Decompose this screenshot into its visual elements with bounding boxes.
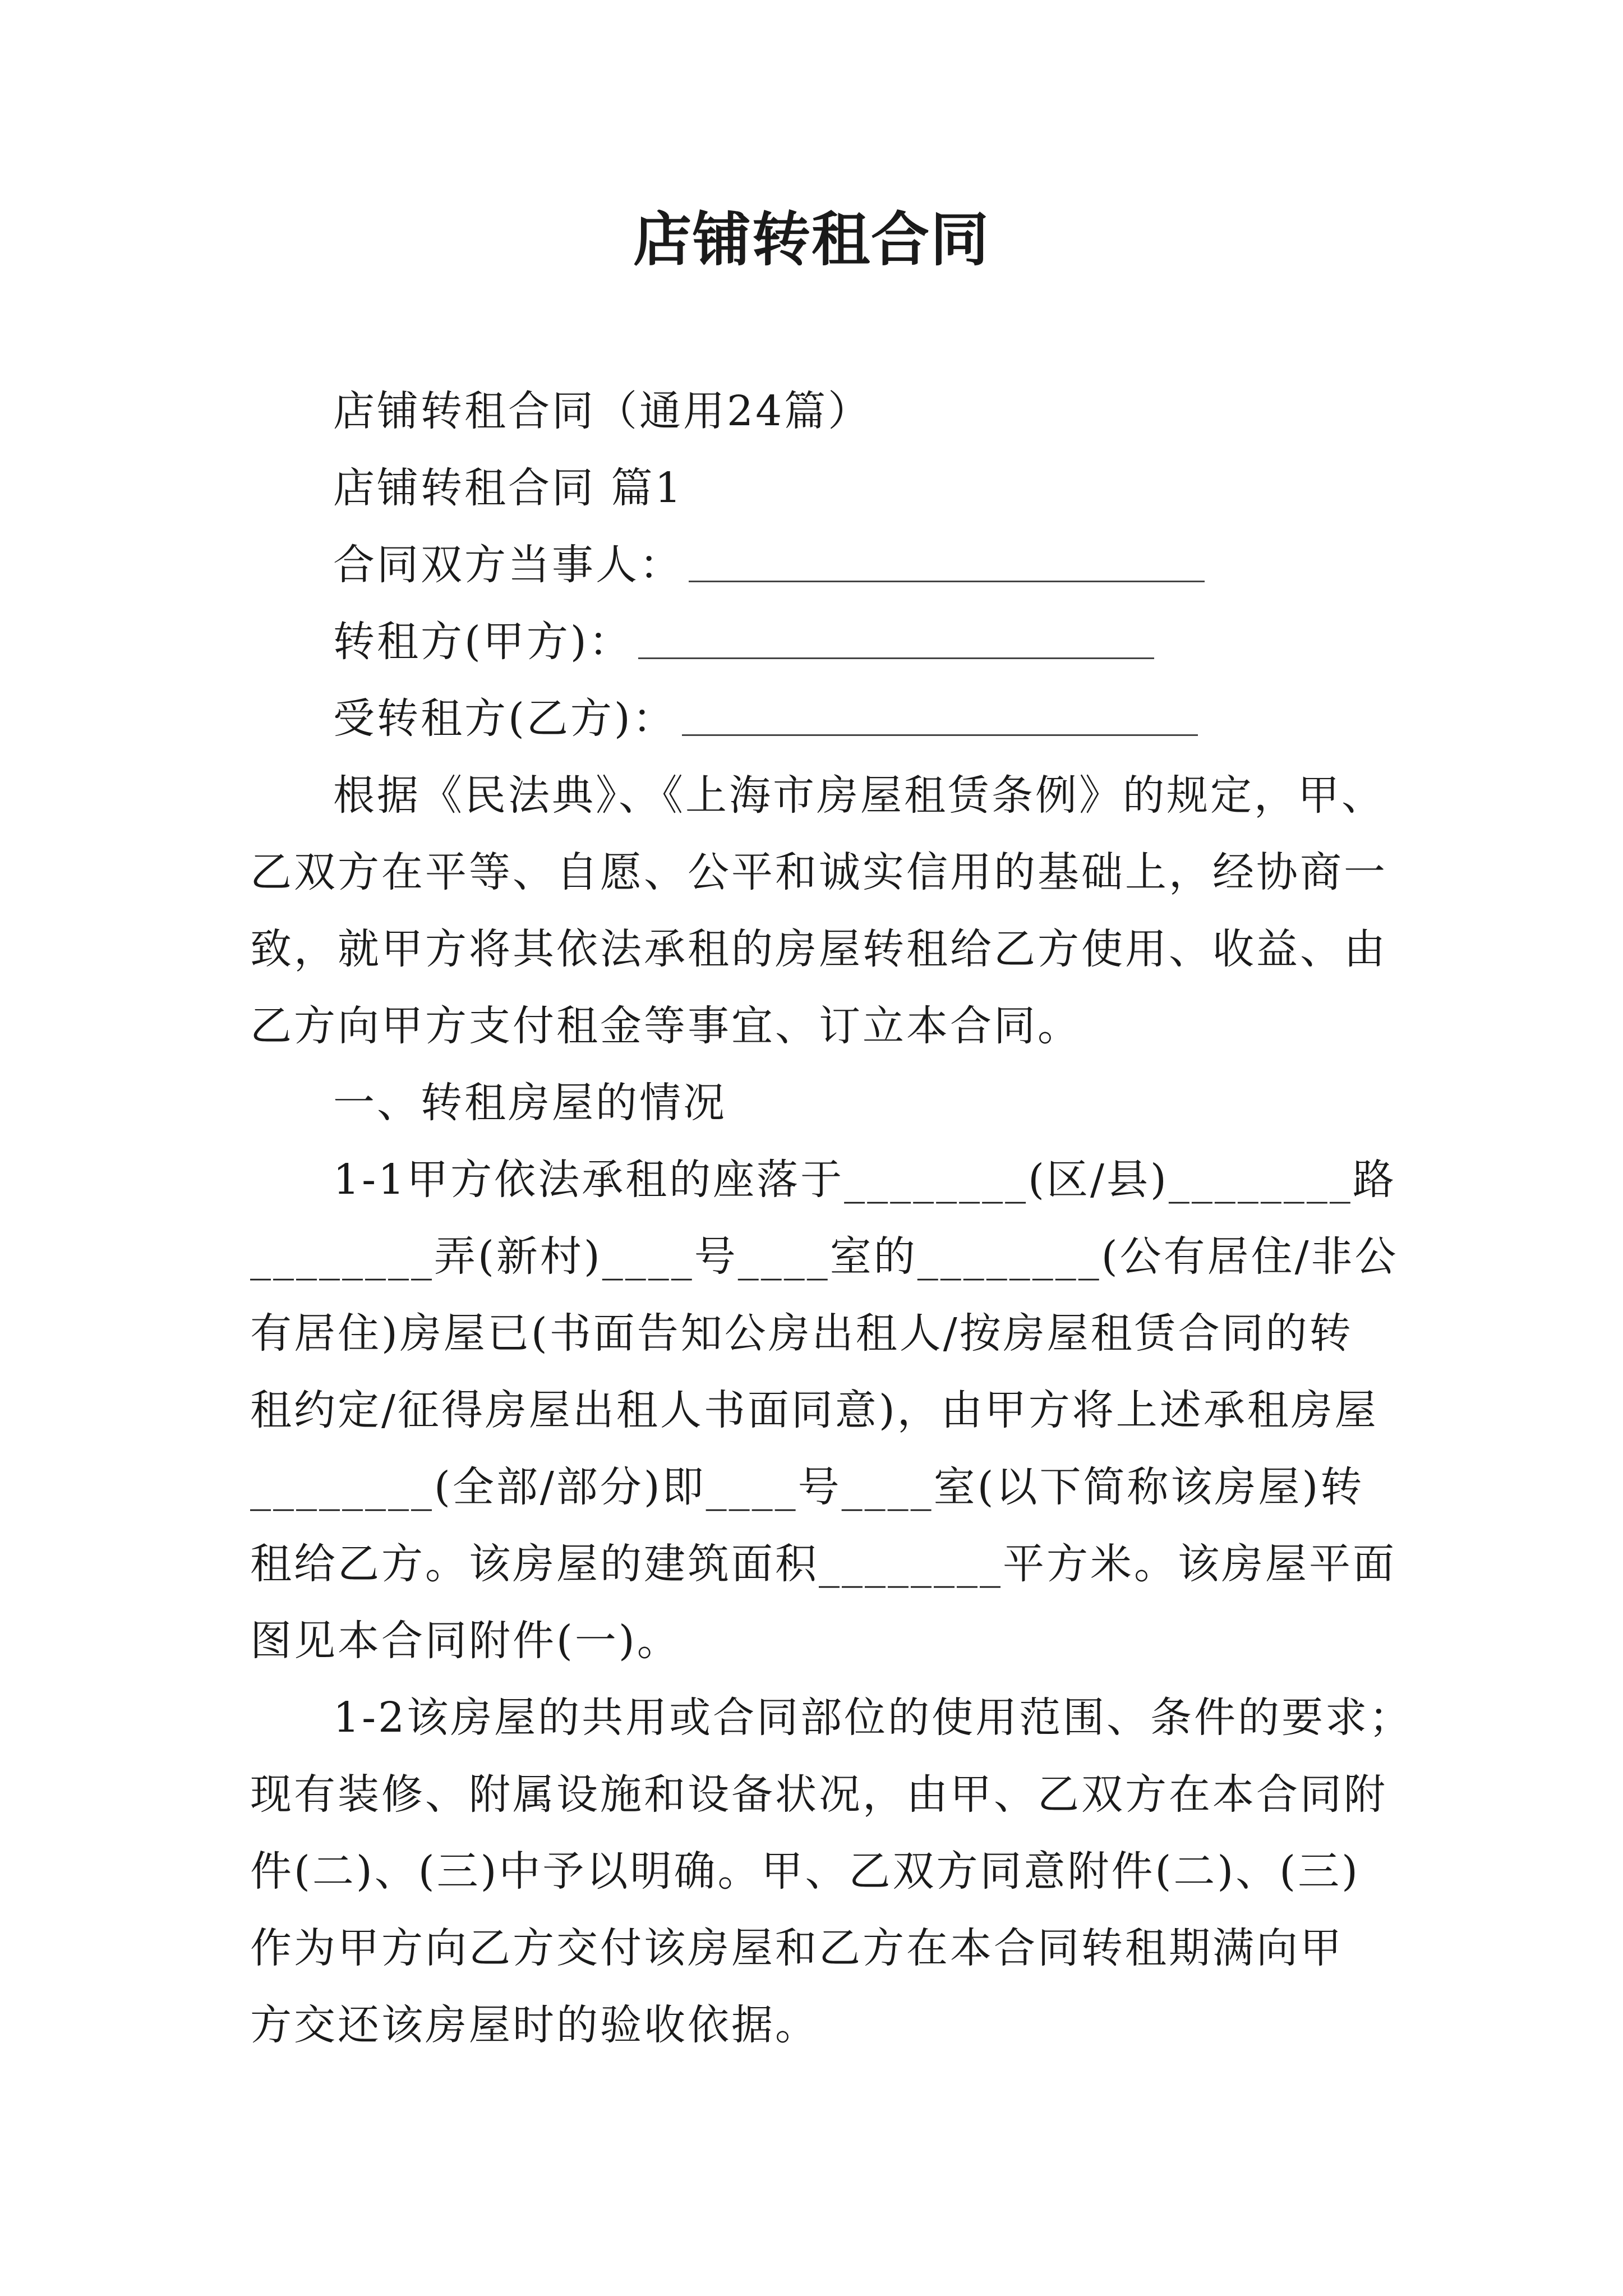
doc-line: 1-1甲方依法承租的座落于________(区/县)________路 <box>333 1156 1396 1204</box>
doc-line: 根据《民法典》、《上海市房屋租赁条例》的规定，甲、 <box>333 771 1385 820</box>
doc-line: 方交还该房屋时的验收依据。 <box>250 2001 819 2049</box>
doc-line: 乙方向甲方支付租金等事宜、订立本合同。 <box>250 1002 1081 1050</box>
doc-line: 作为甲方向乙方交付该房屋和乙方在本合同转租期满向甲 <box>250 1924 1344 1972</box>
doc-line: 1-2该房屋的共用或合同部位的使用范围、条件的要求； <box>333 1694 1413 1742</box>
party-a-blank <box>638 616 1154 659</box>
doc-line-subtitle: 店铺转租合同（通用24篇） <box>333 387 872 435</box>
document-title: 店铺转租合同 <box>633 205 990 274</box>
doc-line: 乙双方在平等、自愿、公平和诚实信用的基础上，经协商一 <box>250 848 1387 896</box>
doc-line-party-b <box>250 680 1394 757</box>
party-b-label: 受转租方(乙方)： <box>333 694 676 743</box>
doc-line: 图见本合同附件(一)。 <box>250 1617 681 1665</box>
doc-line-parties <box>250 527 1394 604</box>
doc-line-party-a <box>250 604 1394 680</box>
doc-line-section-title: 店铺转租合同 篇1 <box>333 464 684 512</box>
document-body <box>250 373 1413 2064</box>
party-b-blank <box>682 693 1198 736</box>
doc-line: ________弄(新村)____号____室的________(公有居住/非公 <box>250 1232 1399 1281</box>
doc-line: 件(二)、(三)中予以明确。甲、乙双方同意附件(二)、(三) <box>250 1847 1360 1895</box>
parties-blank <box>689 539 1205 582</box>
doc-line: 租给乙方。该房屋的建筑面积________平方米。该房屋平面 <box>250 1540 1396 1588</box>
doc-line: 现有装修、附属设施和设备状况，由甲、乙双方在本合同附 <box>250 1770 1387 1819</box>
doc-line: 有居住)房屋已(书面告知公房出租人/按房屋租赁合同的转 <box>250 1309 1353 1358</box>
doc-line: 租约定/征得房屋出租人书面同意)，由甲方将上述承租房屋 <box>250 1386 1378 1434</box>
party-a-label: 转租方(甲方)： <box>333 618 633 666</box>
doc-line: ________(全部/部分)即____号____室(以下简称该房屋)转 <box>250 1463 1364 1511</box>
parties-label: 合同双方当事人： <box>333 541 683 589</box>
doc-line-heading: 一、转租房屋的情况 <box>333 1079 727 1127</box>
doc-line: 致，就甲方将其依法承租的房屋转租给乙方使用、收益、由 <box>250 925 1387 973</box>
